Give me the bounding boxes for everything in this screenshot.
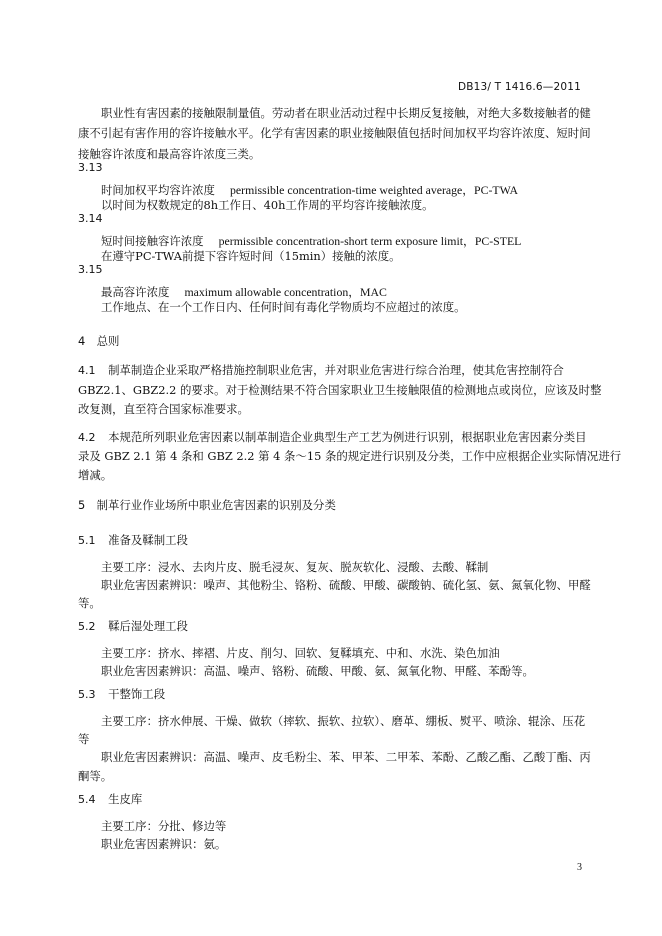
intro-line: 接触容许浓度和最高容许浓度三类。 — [78, 147, 261, 161]
page-number: 3 — [577, 862, 582, 873]
clause-4-2-line: 录及 GBZ 2.1 第 4 条和 GBZ 2.2 第 4 条～15 条的规定进行识别及分类，工作中应根据企业实际情况进行 — [78, 449, 622, 463]
process-line: 等 — [78, 732, 90, 746]
subsection-heading — [78, 791, 142, 807]
subsection-title: 鞣后湿处理工段 — [108, 619, 188, 633]
subsection-number: 5.1 — [78, 534, 96, 547]
term-name-zh: 短时间接触容许浓度 — [101, 234, 204, 248]
clause-4-2-line: 增减。 — [78, 468, 113, 482]
hazards-line: 等。 — [78, 596, 101, 610]
clause-4-1-line — [78, 360, 564, 382]
clause-text: 制革制造企业采取严格措施控制职业危害，并对职业危害进行综合治理，使其危害控制符合 — [108, 363, 564, 377]
subsection-number: 5.4 — [78, 793, 96, 806]
process-line: 主要工序：分批、修边等 — [101, 819, 227, 833]
term-name-zh: 时间加权平均容许浓度 — [101, 183, 215, 197]
process-line: 主要工序：挤水、摔褶、片皮、削匀、回软、复鞣填充、中和、水洗、染色加油 — [101, 646, 500, 660]
term-definition: 工作地点、在一个工作日内、任何时间有毒化学物质均不应超过的浓度。 — [101, 300, 466, 314]
intro-line: 职业性有害因素的接触限制量值。劳动者在职业活动过程中长期反复接触，对绝大多数接触者的健 — [101, 106, 591, 120]
subsection-title: 准备及鞣制工段 — [108, 533, 188, 547]
process-line: 主要工序：浸水、去肉片皮、脱毛浸灰、复灰、脱灰软化、浸酸、去酸、鞣制 — [101, 560, 489, 574]
term-number: 3.14 — [78, 212, 103, 225]
hazards-line: 酮等。 — [78, 769, 113, 783]
term-name-en: maximum allowable concentration，MAC — [184, 285, 387, 299]
term-number: 3.15 — [78, 263, 103, 276]
term-definition: 以时间为权数规定的8h工作日、40h工作周的平均容许接触浓度。 — [101, 198, 434, 212]
term-definition: 在遵守PC-TWA前提下容许短时间（15min）接触的浓度。 — [101, 249, 401, 263]
subsection-heading — [78, 618, 188, 634]
clause-number: 4.2 — [78, 431, 96, 444]
intro-paragraph — [78, 103, 602, 124]
clause-4-1-line: 改复测，直至符合国家标准要求。 — [78, 402, 249, 416]
intro-line: 康不引起有害作用的容许接触水平。化学有害因素的职业接触限值包括时间加权平均容许浓度、短时间 — [78, 126, 591, 140]
clause-4-1-line: GBZ2.1、GBZ2.2 的要求。对于检测结果不符合国家职业卫生接触限值的检测地点或岗位，应该及时整 — [78, 383, 602, 397]
hazards-line: 职业危害因素辨识：高温、噪声、铬粉、硫酸、甲酸、氨、氮氧化物、甲醛、苯酚等。 — [101, 664, 534, 678]
hazards-line: 职业危害因素辨识：高温、噪声、皮毛粉尘、苯、甲苯、二甲苯、苯酚、乙酸乙酯、乙酸丁酯、丙 — [101, 750, 591, 764]
term-name-zh: 最高容许浓度 — [101, 285, 170, 299]
subsection-number: 5.2 — [78, 620, 96, 633]
clause-number: 4.1 — [78, 364, 96, 377]
subsection-title: 生皮库 — [108, 792, 143, 806]
term-number: 3.13 — [78, 161, 103, 174]
hazards-line: 职业危害因素辨识：氨。 — [101, 837, 227, 851]
subsection-number: 5.3 — [78, 688, 96, 701]
term-name-en: permissible concentration-time weighted average，PC-TWA — [230, 183, 518, 197]
standard-code: DB13/ T 1416.6—2011 — [457, 81, 581, 93]
clause-text: 本规范所列职业危害因素以制革制造企业典型生产工艺为例进行识别，根据职业危害因素分类目 — [108, 430, 587, 444]
term-name-en: permissible concentration-short term exposure limit，PC-STEL — [218, 234, 522, 248]
subsection-title: 干整饰工段 — [108, 687, 166, 701]
section-heading-5: 5 制革行业作业场所中职业危害因素的识别及分类 — [78, 498, 336, 512]
process-line: 主要工序：挤水伸展、干燥、做软（摔软、振软、拉软）、磨革、绷板、熨平、喷涂、辊涂、压花 — [101, 714, 586, 728]
subsection-heading — [78, 532, 188, 548]
subsection-heading — [78, 686, 165, 702]
hazards-line: 职业危害因素辨识：噪声、其他粉尘、铬粉、硫酸、甲酸、碳酸钠、硫化氢、氨、氮氧化物、甲醛 — [101, 578, 591, 592]
section-heading-4: 4 总则 — [78, 334, 120, 348]
